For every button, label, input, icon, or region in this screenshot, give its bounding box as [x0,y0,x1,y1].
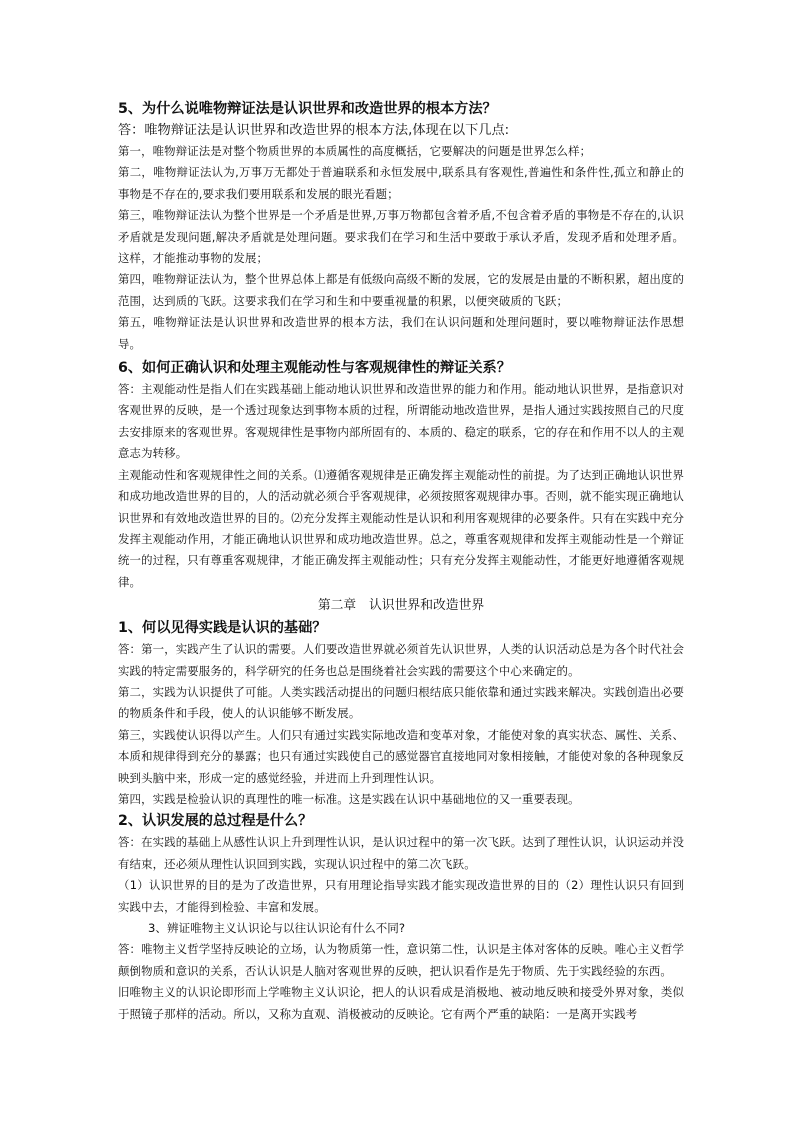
paragraph: 旧唯物主义的认识论即形而上学唯物主义认识论，把人的认识看成是消极地、被动地反映和接受外界对象，类似于照镜子那样的活动。所以，又称为直观、消极被动的反映论。它有两个严重的缺陷：一是离开实践考 [118,985,684,1021]
question-heading: 6、如何正确认识和处理主观能动性与客观规律性的辩证关系？ [118,360,511,377]
question-heading: 1、何以见得实践是认识的基础？ [118,620,327,637]
paragraph: 主观能动性和客观规律性之间的关系。⑴遵循客观规律是正确发挥主观能动性的前提。为了达到正确地认识世界和成功地改造世界的目的，人的活动就必须合乎客观规律，必须按照客观规律办事。否则，就不能实现正确地认识世界和有效地改造世界的目的。⑵充分发挥主观能动性是认识和利用客观规律的必要条件。只有在实践中充分发挥主观能动作用，才能正确地认识世界和成功地改造世界。总之，尊重客观规律和发挥主观能动性是一个辩证统一的过程，只有尊重客观规律，才能正确发挥主观能动性；只有充分发挥主观能动性，才能更好地遵循客观规律。 [118,467,684,589]
section-q6 [118,357,684,593]
paragraph: 第五，唯物辩证法是认识世界和改造世界的根本方法，我们在认识问题和处理问题时，要以唯物辩证法作思想导。 [118,315,684,351]
section-c2q1 [118,617,684,810]
paragraph: 第三，实践使认识得以产生。人们只有通过实践实际地改造和变革对象，才能使对象的真实状态、属性、关系、本质和规律得到充分的暴露；也只有通过实践使自己的感觉器官直接地同对象相接触，才能使对象的各种现象反映到头脑中来，形成一定的感觉经验，并进而上升到理性认识。 [118,727,684,785]
section-c2q3 [118,918,684,1025]
paragraph: 答：主观能动性是指人们在实践基础上能动地认识世界和改造世界的能力和作用。能动地认识世界，是指意识对客观世界的反映，是一个透过现象达到事物本质的过程，所谓能动地改造世界，是指人通过实践按照自己的尺度去安排原来的客观世界。客观规律性是事物内部所固有的、本质的、稳定的联系，它的存在和作用不以人的主观意志为转移。 [118,382,684,461]
paragraph: （1）认识世界的目的是为了改造世界，只有用理论指导实践才能实现改造世界的目的（2）理性认识只有回到实践中去，才能得到检验、丰富和发展。 [118,878,684,914]
paragraph: 第四，唯物辩证法认为，整个世界总体上都是有低级向高级不断的发展，它的发展是由量的不断积累，超出度的范围，达到质的飞跃。这要求我们在学习和生和中要重视量的积累，以便突破质的飞跃； [118,272,684,308]
document-page [118,96,684,1025]
paragraph: 答：在实践的基础上从感性认识上升到理性认识，是认识过程中的第一次飞跃。达到了理性认识，认识运动并没有结束，还必须从理性认识回到实践，实现认识过程中的第二次飞跃。 [118,835,684,871]
question-heading: 3、辨证唯物主义认识论与以往认识论有什么不同? [148,921,406,935]
paragraph: 第三，唯物辩证法认为整个世界是一个矛盾是世界,万事万物都包含着矛盾,不包含着矛盾的事物是不存在的,认识矛盾就是发现问题,解决矛盾就是处理问题。要求我们在学习和生活中要敢于承认矛盾，发现矛盾和处理矛盾。这样，才能推动事物的发展； [118,208,684,266]
paragraph: 第二，实践为认识提供了可能。人类实践活动提出的问题归根结底只能依靠和通过实践来解决。实践创造出必要的物质条件和手段，使人的认识能够不断发展。 [118,684,684,721]
section-q5 [118,98,684,355]
chapter-title: 第二章 认识世界和改造世界 [317,598,485,614]
paragraph: 第二，唯物辩证法认为,万事万无都处于普遍联系和永恒发展中,联系具有客观性,普遍性和条件性,孤立和静止的事物是不存在的,要求我们要用联系和发展的眼光看题； [118,165,684,201]
answer-lead: 答：唯物辩证法是认识世界和改造世界的根本方法,体现在以下几点: [118,123,510,138]
paragraph: 答：第一，实践产生了认识的需要。人们要改造世界就必须首先认识世界，人类的认识活动总是为各个时代社会实践的特定需要服务的，科学研究的任务也总是围绕着社会实践的需要这个中心来确定的。 [118,642,684,678]
paragraph: 第一，唯物辩证法是对整个物质世界的本质属性的高度概括，它要解决的问题是世界怎么样； [118,144,592,158]
paragraph: 答：唯物主义哲学坚持反映论的立场，认为物质第一性，意识第二性，认识是主体对客体的反映。唯心主义哲学颠倒物质和意识的关系，否认认识是人脑对客观世界的反映，把认识看作是先于物质、先于实践经验的东西。 [118,942,684,978]
paragraph: 第四，实践是检验认识的真理性的唯一标准。这是实践在认识中基础地位的又一重要表现。 [118,791,580,806]
section-c2q2 [118,810,684,918]
question-heading: 2、认识发展的总过程是什么？ [118,813,313,830]
question-heading: 5、为什么说唯物辩证法是认识世界和改造世界的根本方法？ [118,101,497,117]
